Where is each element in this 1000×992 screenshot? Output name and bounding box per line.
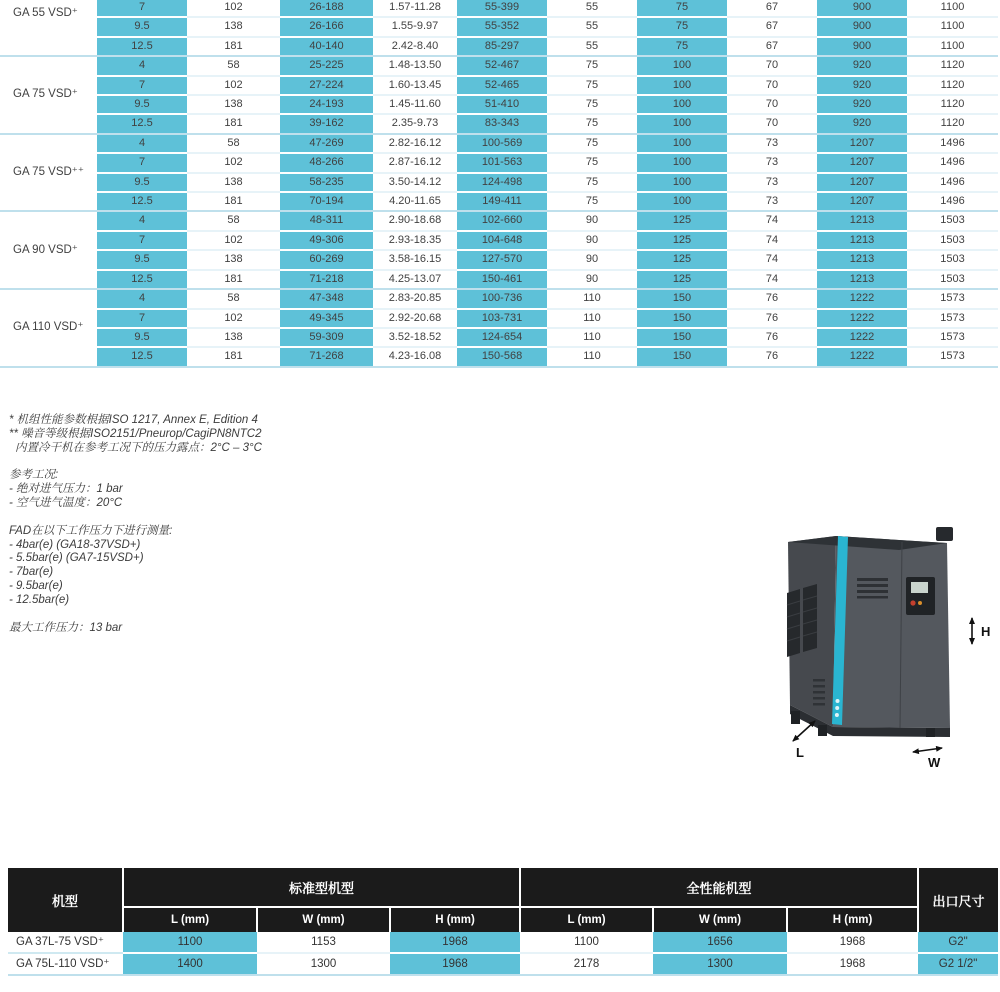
dims-value-cell: G2" [918,932,998,953]
spec-cell: 59-309 [280,328,373,347]
spec-cell: 150 [637,289,727,308]
spec-cell: 76 [727,309,817,328]
spec-cell: 90 [547,250,637,269]
compressor-figure [760,515,995,775]
spec-row [0,309,998,328]
spec-cell: 7 [97,0,187,17]
spec-row [0,76,998,95]
compressor-cabinet [787,527,953,737]
model-cell: GA 55 VSD⁺ [0,0,97,56]
spec-cell: 102 [187,309,280,328]
spec-cell: 1120 [907,76,998,95]
spec-cell: 2.82-16.12 [373,134,457,153]
spec-cell: 75 [547,192,637,211]
spec-cell: 4.23-16.08 [373,347,457,366]
spec-cell: 49-306 [280,231,373,250]
spacer [9,455,439,469]
spec-cell: 1573 [907,289,998,308]
spec-cell: 138 [187,95,280,114]
spec-cell: 1213 [817,270,907,289]
col-header-outlet: 出口尺寸 [918,868,998,932]
width-arrow [913,748,942,752]
spec-cell: 27-224 [280,76,373,95]
spec-cell: 900 [817,17,907,36]
spec-cell: 12.5 [97,114,187,133]
spec-cell: 58 [187,134,280,153]
dims-value-cell: 1100 [520,932,653,953]
dims-subheader-row [8,907,998,932]
spec-cell: 1496 [907,153,998,172]
spec-cell: 73 [727,173,817,192]
dims-value-cell: 1300 [257,953,390,975]
spec-cell: 1573 [907,328,998,347]
spec-cell: 75 [547,95,637,114]
stop-button [910,600,915,605]
dims-value-cell: 1656 [653,932,787,953]
spec-cell: 7 [97,231,187,250]
spec-cell: 181 [187,192,280,211]
start-button [918,601,922,605]
spec-cell: 1496 [907,134,998,153]
spec-cell: 127-570 [457,250,547,269]
spec-cell: 150 [637,347,727,366]
spec-cell: 74 [727,250,817,269]
spec-cell: 1213 [817,250,907,269]
spec-cell: 102 [187,231,280,250]
spec-row [0,114,998,133]
spec-cell: 102-660 [457,211,547,230]
spec-cell: 12.5 [97,270,187,289]
spec-cell: 1100 [907,37,998,56]
spec-cell: 71-268 [280,347,373,366]
spec-cell: 75 [547,114,637,133]
spec-cell: 74 [727,231,817,250]
spec-cell: 1503 [907,250,998,269]
spec-cell: 12.5 [97,192,187,211]
height-label: H [981,624,991,639]
spec-cell: 1207 [817,173,907,192]
stripe-icon [835,706,839,710]
spec-cell: 75 [547,134,637,153]
footnote-dewpoint: 内置冷干机在参考工况下的压力露点：2°C – 3°C [15,441,262,454]
spec-cell: 1573 [907,347,998,366]
spec-cell: 1120 [907,56,998,75]
dimensions-table [8,868,998,976]
spec-row [0,192,998,211]
spec-row [0,250,998,269]
spec-cell: 1496 [907,173,998,192]
sub-header-cell: W (mm) [653,907,787,932]
display-screen [911,582,928,593]
spec-cell: 9.5 [97,328,187,347]
spec-cell: 55 [547,37,637,56]
sub-header-cell: L (mm) [520,907,653,932]
spec-cell: 138 [187,17,280,36]
exhaust-cap [936,527,953,541]
stripe-icon [836,699,840,703]
spec-cell: 110 [547,347,637,366]
spec-cell: 102 [187,153,280,172]
spec-cell: 1100 [907,0,998,17]
spec-cell: 67 [727,37,817,56]
spec-cell: 2.90-18.68 [373,211,457,230]
spec-cell: 1.60-13.45 [373,76,457,95]
dims-value-cell: 1100 [123,932,257,953]
footnote-iso: * 机组性能参数根据ISO 1217, Annex E, Edition 4 [9,414,258,426]
spec-row [0,328,998,347]
spec-row [0,0,998,17]
spec-row [0,56,998,75]
spec-cell: 55-352 [457,17,547,36]
spec-cell: 2.87-16.12 [373,153,457,172]
dims-value-cell: 1153 [257,932,390,953]
sub-header-cell: H (mm) [390,907,520,932]
spec-cell: 2.92-20.68 [373,309,457,328]
spec-cell: 1503 [907,211,998,230]
dims-value-cell: 1400 [123,953,257,975]
length-label: L [796,745,804,760]
spec-cell: 4.25-13.07 [373,270,457,289]
spec-row [0,17,998,36]
spec-cell: 70 [727,56,817,75]
spec-cell: 124-654 [457,328,547,347]
spec-cell: 2.35-9.73 [373,114,457,133]
spec-cell: 181 [187,114,280,133]
spec-cell: 90 [547,270,637,289]
spec-cell: 3.52-18.52 [373,328,457,347]
spec-cell: 1503 [907,231,998,250]
spec-cell: 920 [817,56,907,75]
spec-cell: 1213 [817,211,907,230]
spec-cell: 75 [547,153,637,172]
spec-cell: 67 [727,17,817,36]
spec-cell: 900 [817,0,907,17]
spec-cell: 75 [547,173,637,192]
spec-cell: 920 [817,114,907,133]
fad-list [9,539,439,608]
spec-cell: 150 [637,328,727,347]
spec-cell: 3.58-16.15 [373,250,457,269]
spec-cell: 4 [97,56,187,75]
spec-cell: 60-269 [280,250,373,269]
note-item: - 9.5bar(e) [9,579,63,592]
spec-cell: 4.20-11.65 [373,192,457,211]
spec-cell: 73 [727,153,817,172]
spec-cell: 102 [187,76,280,95]
spec-cell: 74 [727,270,817,289]
spec-cell: 12.5 [97,347,187,366]
spacer [9,511,439,525]
spec-row [0,270,998,289]
spec-cell: 85-297 [457,37,547,56]
spec-cell: 150 [637,309,727,328]
note-item: - 7bar(e) [9,566,54,579]
ref-conditions-title: 参考工况: [9,469,59,482]
dims-model-cell: GA 37L-75 VSD⁺ [8,932,123,953]
spec-cell: 1222 [817,347,907,366]
spec-cell: 102 [187,0,280,17]
spec-cell: 1222 [817,289,907,308]
spec-cell: 40-140 [280,37,373,56]
note-item: - 空气进气温度：20°C [9,496,123,509]
spec-cell: 67 [727,0,817,17]
spec-cell: 1573 [907,309,998,328]
spec-cell: 104-648 [457,231,547,250]
spec-cell: 48-266 [280,153,373,172]
spec-cell: 58 [187,211,280,230]
spec-cell: 100 [637,114,727,133]
spec-cell: 110 [547,289,637,308]
cabinet-foot [926,728,935,737]
spec-cell: 47-348 [280,289,373,308]
spec-cell: 75 [637,0,727,17]
spec-cell: 138 [187,173,280,192]
spec-cell: 39-162 [280,114,373,133]
spec-cell: 2.93-18.35 [373,231,457,250]
spec-cell: 70 [727,76,817,95]
spec-cell: 52-465 [457,76,547,95]
spec-cell: 100-569 [457,134,547,153]
spec-cell: 52-467 [457,56,547,75]
spec-cell: 58-235 [280,173,373,192]
spec-cell: 12.5 [97,37,187,56]
footnotes [9,414,439,635]
col-header-full: 全性能机型 [520,868,918,907]
dims-row [8,932,998,953]
spec-cell: 1207 [817,134,907,153]
note-item: - 4bar(e) (GA18-37VSD+) [9,538,141,551]
spec-cell: 49-345 [280,309,373,328]
sub-header-cell: W (mm) [257,907,390,932]
note-item: - 绝对进气压力：1 bar [9,483,123,496]
spec-row [0,347,998,366]
spec-cell: 25-225 [280,56,373,75]
spec-cell: 4 [97,289,187,308]
max-pressure-note: 最大工作压力：13 bar [9,621,123,634]
spec-row [0,231,998,250]
spec-cell: 100 [637,56,727,75]
cabinet-foot [818,725,827,736]
spec-cell: 3.50-14.12 [373,173,457,192]
spec-cell: 100 [637,95,727,114]
spec-cell: 26-166 [280,17,373,36]
width-label: W [928,755,941,770]
spec-cell: 1.48-13.50 [373,56,457,75]
spec-cell: 76 [727,328,817,347]
spec-cell: 138 [187,250,280,269]
spec-cell: 1120 [907,114,998,133]
sub-header-cell: H (mm) [787,907,918,932]
spec-cell: 24-193 [280,95,373,114]
spec-cell: 48-311 [280,211,373,230]
col-header-model: 机型 [8,868,123,932]
model-cell: GA 75 VSD⁺ [0,56,97,134]
stripe-icon [835,713,839,717]
spec-cell: 100 [637,153,727,172]
spec-cell: 76 [727,289,817,308]
spec-cell: 2.83-20.85 [373,289,457,308]
footnote-noise: ** 噪音等级根据ISO2151/Pneurop/CagiPN8NTC2 [9,427,262,440]
spec-cell: 150-568 [457,347,547,366]
spec-cell: 75 [637,17,727,36]
spec-cell: 1.55-9.97 [373,17,457,36]
spec-cell: 90 [547,231,637,250]
spec-table-body [0,0,998,367]
spec-cell: 75 [547,56,637,75]
spec-cell: 76 [727,347,817,366]
fad-title: FAD在以下工作压力下进行测量: [9,524,173,537]
note-item: - 5.5bar(e) (GA7-15VSD+) [9,552,144,565]
spec-cell: 74 [727,211,817,230]
spec-cell: 7 [97,76,187,95]
spec-cell: 100 [637,192,727,211]
spec-cell: 1207 [817,192,907,211]
cabinet-foot [791,711,800,724]
spec-cell: 181 [187,37,280,56]
spec-cell: 100 [637,173,727,192]
spec-cell: 1222 [817,309,907,328]
spec-cell: 100 [637,76,727,95]
spec-row [0,289,998,308]
dims-value-cell: 2178 [520,953,653,975]
spec-cell: 125 [637,270,727,289]
spec-cell: 71-218 [280,270,373,289]
spec-cell: 9.5 [97,95,187,114]
spec-cell: 55 [547,17,637,36]
model-cell: GA 90 VSD⁺ [0,211,97,289]
spec-cell: 103-731 [457,309,547,328]
performance-spec-table [0,0,998,368]
spec-cell: 47-269 [280,134,373,153]
dims-value-cell: 1968 [787,953,918,975]
cabinet-front-panel [833,536,950,728]
sub-header-cell: L (mm) [123,907,257,932]
spec-cell: 75 [637,37,727,56]
spec-cell: 58 [187,289,280,308]
spec-cell: 1.45-11.60 [373,95,457,114]
spec-cell: 110 [547,309,637,328]
spec-cell: 4 [97,211,187,230]
spec-cell: 2.42-8.40 [373,37,457,56]
spec-cell: 125 [637,211,727,230]
model-cell: GA 75 VSD⁺⁺ [0,134,97,212]
spec-cell: 110 [547,328,637,347]
spec-cell: 100 [637,134,727,153]
spec-cell: 9.5 [97,250,187,269]
spec-cell: 9.5 [97,17,187,36]
dims-model-cell: GA 75L-110 VSD⁺ [8,953,123,975]
spec-cell: 181 [187,270,280,289]
spec-cell: 51-410 [457,95,547,114]
spec-cell: 1213 [817,231,907,250]
dims-value-cell: 1968 [390,932,520,953]
spec-cell: 83-343 [457,114,547,133]
spec-cell: 1120 [907,95,998,114]
spec-cell: 920 [817,76,907,95]
spec-cell: 90 [547,211,637,230]
spec-cell: 125 [637,250,727,269]
spec-cell: 70 [727,114,817,133]
ref-conditions-list [9,483,439,511]
spec-cell: 58 [187,56,280,75]
spec-cell: 101-563 [457,153,547,172]
spec-row [0,37,998,56]
spec-cell: 9.5 [97,173,187,192]
spec-cell: 1222 [817,328,907,347]
spec-cell: 70-194 [280,192,373,211]
spec-cell: 100-736 [457,289,547,308]
spec-cell: 1503 [907,270,998,289]
spec-cell: 7 [97,153,187,172]
spec-cell: 181 [187,347,280,366]
spec-cell: 124-498 [457,173,547,192]
spec-cell: 75 [547,76,637,95]
dims-value-cell: 1968 [787,932,918,953]
dims-table-body [8,932,998,975]
spec-cell: 7 [97,309,187,328]
spec-cell: 73 [727,192,817,211]
col-header-standard: 标准型机型 [123,868,520,907]
spec-cell: 149-411 [457,192,547,211]
spec-cell: 1.57-11.28 [373,0,457,17]
spec-cell: 4 [97,134,187,153]
spec-cell: 70 [727,95,817,114]
spec-cell: 1496 [907,192,998,211]
spec-row [0,134,998,153]
spacer [9,608,439,622]
note-item: - 12.5bar(e) [9,593,70,606]
model-cell: GA 110 VSD⁺ [0,289,97,367]
dims-row [8,953,998,975]
spec-cell: 125 [637,231,727,250]
spec-cell: 150-461 [457,270,547,289]
dims-value-cell: G2 1/2" [918,953,998,975]
dims-header-row [8,868,998,907]
spec-cell: 1100 [907,17,998,36]
dims-value-cell: 1300 [653,953,787,975]
dims-value-cell: 1968 [390,953,520,975]
spec-row [0,173,998,192]
spec-cell: 1207 [817,153,907,172]
control-panel [906,577,935,615]
spec-cell: 900 [817,37,907,56]
spec-cell: 55 [547,0,637,17]
spec-cell: 138 [187,328,280,347]
spec-cell: 920 [817,95,907,114]
spec-cell: 73 [727,134,817,153]
spec-row [0,153,998,172]
spec-cell: 55-399 [457,0,547,17]
spec-cell: 26-188 [280,0,373,17]
spec-row [0,211,998,230]
spec-row [0,95,998,114]
